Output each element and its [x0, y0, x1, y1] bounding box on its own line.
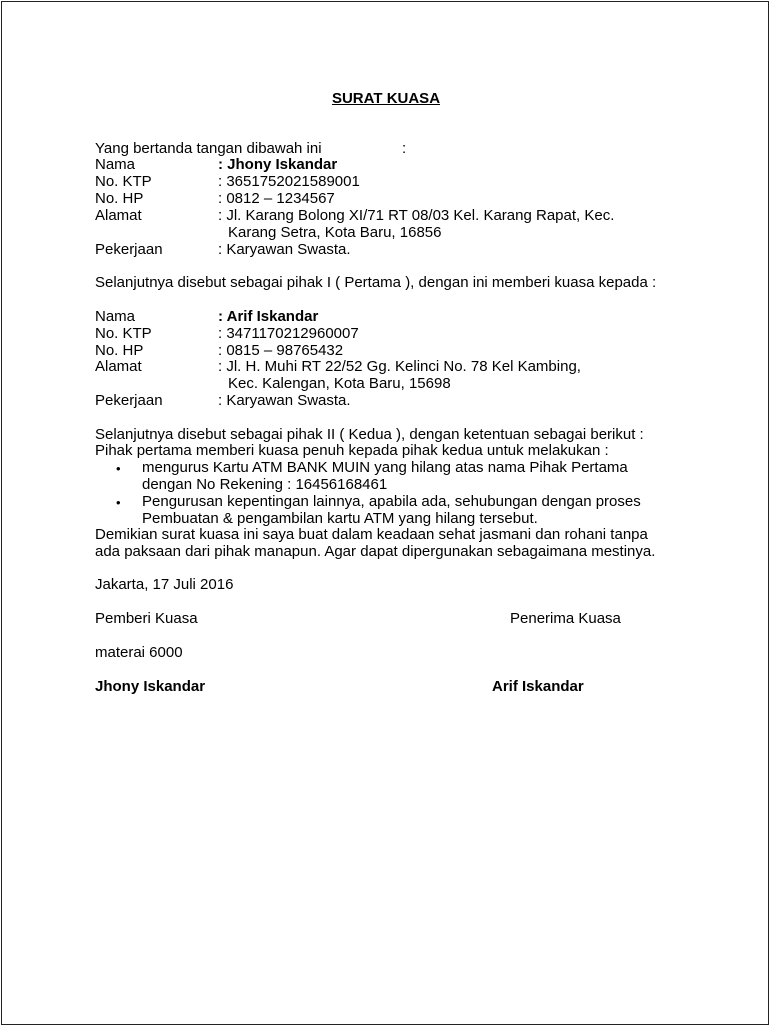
- party1-description: Selanjutnya disebut sebagai pihak I ( Pertama ), dengan ini memberi kuasa kepada :: [95, 274, 657, 291]
- place-date: Jakarta, 17 Juli 2016: [95, 576, 234, 593]
- party1-alamat-line1: : Jl. Karang Bolong XI/71 RT 08/03 Kel. Karang Rapat, Kec.: [218, 207, 615, 224]
- bullet-marker: •: [116, 495, 121, 510]
- party1-pekerjaan-label: Pekerjaan: [95, 241, 163, 258]
- party2-nama-value: : Arif Iskandar: [218, 308, 319, 325]
- task-1-line1: mengurus Kartu ATM BANK MUIN yang hilang atas nama Pihak Pertama: [142, 459, 628, 476]
- giver-name: Jhony Iskandar: [95, 678, 206, 695]
- task-1-line2: dengan No Rekening : 16456168461: [142, 476, 388, 493]
- receiver-name: Arif Iskandar: [492, 678, 584, 695]
- party2-alamat-line2: Kec. Kalengan, Kota Baru, 15698: [228, 375, 451, 392]
- giver-label: Pemberi Kuasa: [95, 610, 198, 627]
- party1-hp-label: No. HP: [95, 190, 144, 207]
- closing-line2: ada paksaan dari pihak manapun. Agar dapat dipergunakan sebagaimana mestinya.: [95, 543, 656, 560]
- party1-alamat-label: Alamat: [95, 207, 142, 224]
- closing-line1: Demikian surat kuasa ini saya buat dalam keadaan sehat jasmani dan rohani tanpa: [95, 526, 648, 543]
- party1-nama-value: : Jhony Iskandar: [218, 156, 338, 173]
- party1-alamat-line2: Karang Setra, Kota Baru, 16856: [228, 224, 442, 241]
- intro-colon: :: [402, 140, 407, 157]
- party1-ktp-label: No. KTP: [95, 173, 152, 190]
- stamp-note: materai 6000: [95, 644, 183, 661]
- document-title: SURAT KUASA: [331, 90, 441, 107]
- intro-text: Yang bertanda tangan dibawah ini: [95, 140, 322, 157]
- party2-alamat-label: Alamat: [95, 358, 142, 375]
- bullet-marker: •: [116, 461, 121, 476]
- party1-nama-label: Nama: [95, 156, 136, 173]
- grant-statement: Pihak pertama memberi kuasa penuh kepada pihak kedua untuk melakukan :: [95, 442, 609, 459]
- party2-description: Selanjutnya disebut sebagai pihak II ( Kedua ), dengan ketentuan sebagai berikut :: [95, 426, 644, 443]
- party2-alamat-line1: : Jl. H. Muhi RT 22/52 Gg. Kelinci No. 78 Kel Kambing,: [218, 358, 581, 375]
- party1-hp-value: : 0812 – 1234567: [218, 190, 335, 207]
- party1-ktp-value: : 3651752021589001: [218, 173, 360, 190]
- task-2-line2: Pembuatan & pengambilan kartu ATM yang hilang tersebut.: [142, 510, 538, 527]
- party1-pekerjaan-value: : Karyawan Swasta.: [218, 241, 351, 258]
- party2-ktp-value: : 3471170212960007: [218, 325, 359, 342]
- party2-pekerjaan-value: : Karyawan Swasta.: [218, 392, 351, 409]
- party2-hp-value: : 0815 – 98765432: [218, 342, 344, 359]
- task-2-line1: Pengurusan kepentingan lainnya, apabila ada, sehubungan dengan proses: [142, 493, 641, 510]
- receiver-label: Penerima Kuasa: [510, 610, 621, 627]
- party2-pekerjaan-label: Pekerjaan: [95, 392, 163, 409]
- party2-ktp-label: No. KTP: [95, 325, 152, 342]
- party2-nama-label: Nama: [95, 308, 136, 325]
- party2-hp-label: No. HP: [95, 342, 144, 359]
